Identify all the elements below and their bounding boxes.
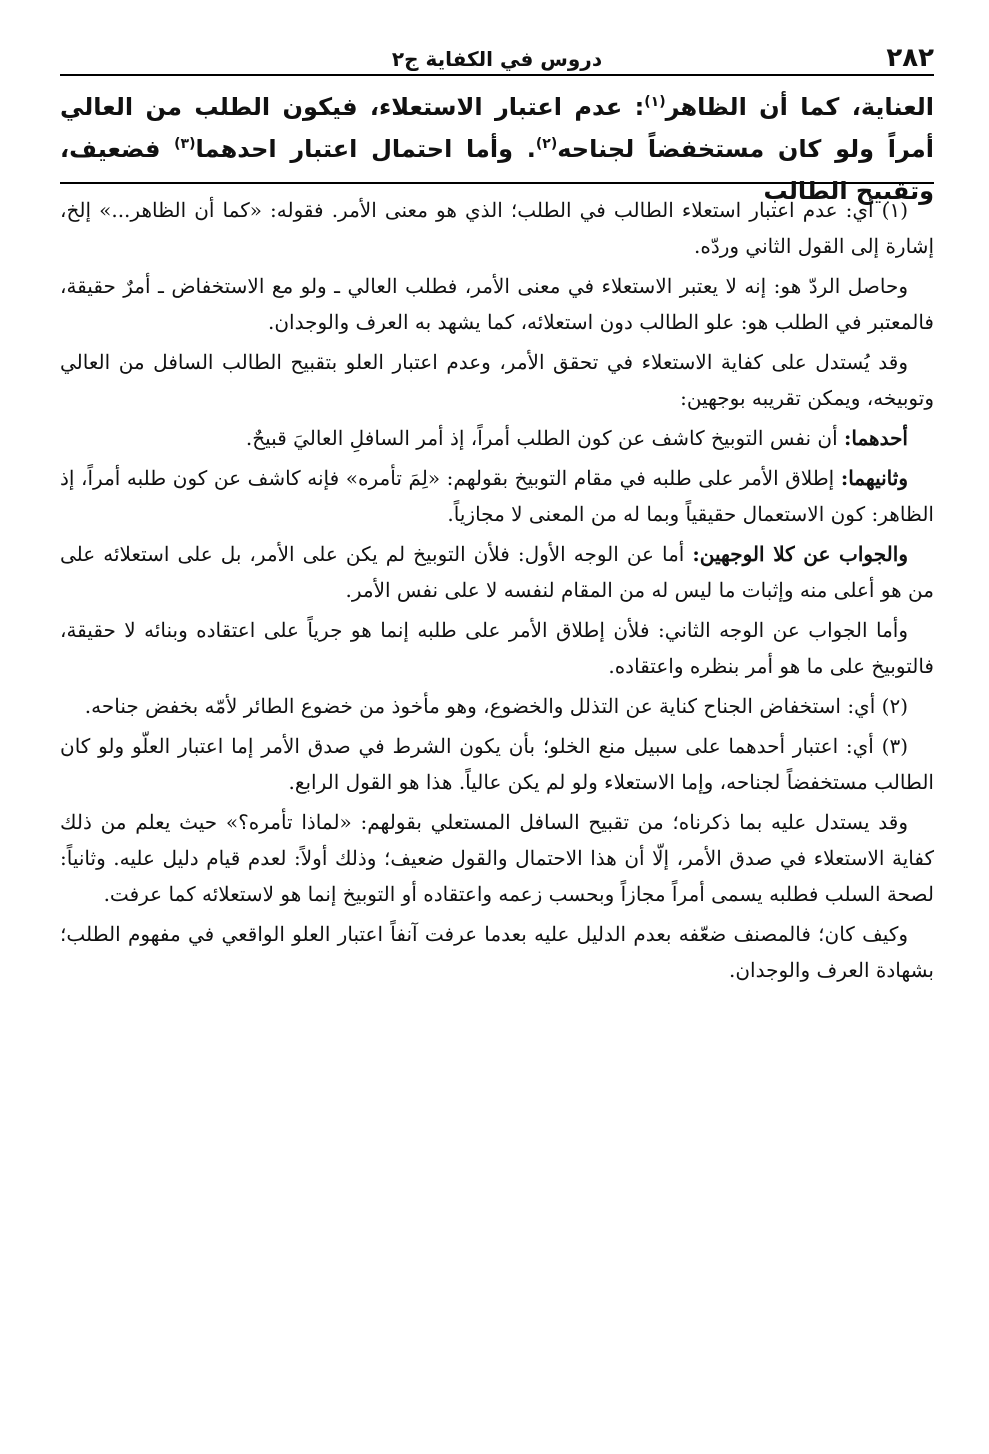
- footnote-paragraph: [60, 460, 934, 532]
- footnote-paragraph: [60, 916, 934, 988]
- footnote-text: وكيف كان؛ فالمصنف ضعّفه بعدم الدليل عليه بعدما عرفت آنفاً اعتبار العلو الواقعي في مفهوم الطلب؛ بشهادة العرف والوجدان.: [60, 922, 934, 982]
- footnote-paragraph: [60, 804, 934, 912]
- main-text-part: . وأما احتمال اعتبار احدهما: [195, 135, 536, 163]
- footnote-text: إطلاق الأمر على طلبه في مقام التوبيخ بقولهم: «لِمَ تأمره» فإنه كاشف عن كون طلبه أمراً، إذ الظاهر: كون الاستعمال حقيقياً وبما له من المعنى لا مجازياً.: [60, 466, 934, 526]
- footnote-text: أما عن الوجه الأول: فلأن التوبيخ لم يكن على الأمر، بل على استعلائه على من هو أعلى منه وإثبات ما ليس له من المقام لنفسه لا على نفس الأمر.: [60, 542, 934, 602]
- footnote-lead: وثانيهما:: [840, 466, 908, 490]
- footnote-text: وحاصل الردّ هو: إنه لا يعتبر الاستعلاء في معنى الأمر، فطلب العالي ـ ولو مع الاستخفاض ـ أمرٌ حقيقة، فالمعتبر في الطلب هو: علو الطالب دون استعلائه، كما يشهد به العرف والوجدان.: [60, 274, 934, 334]
- footnote-marker: (٢): [535, 136, 558, 152]
- footnote-marker: (٣): [174, 136, 196, 152]
- footnote-text: وقد يستدل عليه بما ذكرناه؛ من تقبيح السافل المستعلي بقولهم: «لماذا تأمره؟» حيث يعلم من ذلك كفاية الاستعلاء في صدق الأمر، إلّا أن هذا الاحتمال والقول ضعيف؛ وذلك أولاً: لعدم قيام دليل عليه. وثانياً: لصحة السلب فطلبه يسمى أمراً مجازاً وبحسب زعمه واعتقاده أو التوبيخ إنما هو لاستعلائه كما عرفت.: [60, 810, 934, 906]
- page-header: [60, 40, 934, 76]
- main-text-part: العناية، كما أن الظاهر: [665, 93, 935, 121]
- footnote-marker: (١): [644, 94, 666, 110]
- footnote-text: وأما الجواب عن الوجه الثاني: فلأن إطلاق الأمر على طلبه إنما هو جرياً على اعتقاده وبنائه لا حقيقة، فالتوبيخ على ما هو أمر بنظره واعتقاده.: [60, 618, 934, 678]
- main-text: [60, 76, 935, 205]
- footnote-paragraph: [60, 612, 934, 684]
- footnote-lead: والجواب عن كلا الوجهين:: [692, 542, 908, 566]
- page-number: ٢٨٢: [886, 43, 934, 73]
- running-title: دروس في الكفاية ج٢: [391, 47, 603, 71]
- footnote-text: (٣) أي: اعتبار أحدهما على سبيل منع الخلو؛ بأن يكون الشرط في صدق الأمر إما اعتبار العلّو ولو كان الطالب مستخفضاً لجناحه، وإما الاستعلاء ولو لم يكن عالياً. هذا هو القول الرابع.: [60, 734, 934, 794]
- main-text-part: فضعيف، وتقبيح الطالب: [60, 135, 934, 205]
- footnote-text: وقد يُستدل على كفاية الاستعلاء في تحقق الأمر، وعدم اعتبار العلو بتقبيح الطالب السافل من العالي وتوبيخه، ويمكن تقريبه بوجهين:: [60, 350, 934, 410]
- footnote-paragraph: [60, 268, 934, 340]
- main-text-part: : عدم اعتبار الاستعلاء، فيكون الطلب من العالي أمراً ولو كان مستخفضاً لجناحه: [60, 93, 935, 163]
- footnote-paragraph: [60, 344, 934, 416]
- footnote-paragraph: [60, 192, 934, 264]
- footnote-paragraph: [60, 728, 934, 800]
- footnote-text: (٢) أي: استخفاض الجناح كناية عن التذلل والخضوع، وهو مأخوذ من خضوع الطائر لأمّه بخفض جناحه.: [84, 694, 908, 718]
- footnote-text: أن نفس التوبيخ كاشف عن كون الطلب أمراً، إذ أمر السافلِ العاليَ قبيحٌ.: [245, 426, 844, 450]
- footnote-paragraph: [60, 536, 934, 608]
- footnotes: [60, 184, 934, 988]
- book-page: [60, 40, 934, 1430]
- footnote-lead: أحدهما:: [843, 426, 908, 450]
- footnote-text: (١) أي: عدم اعتبار استعلاء الطالب في الطلب؛ الذي هو معنى الأمر. فقوله: «كما أن الظاهر...» إلخ، إشارة إلى القول الثاني وردّه.: [60, 198, 934, 258]
- footnote-paragraph: [60, 420, 934, 456]
- footnote-paragraph: [60, 688, 934, 724]
